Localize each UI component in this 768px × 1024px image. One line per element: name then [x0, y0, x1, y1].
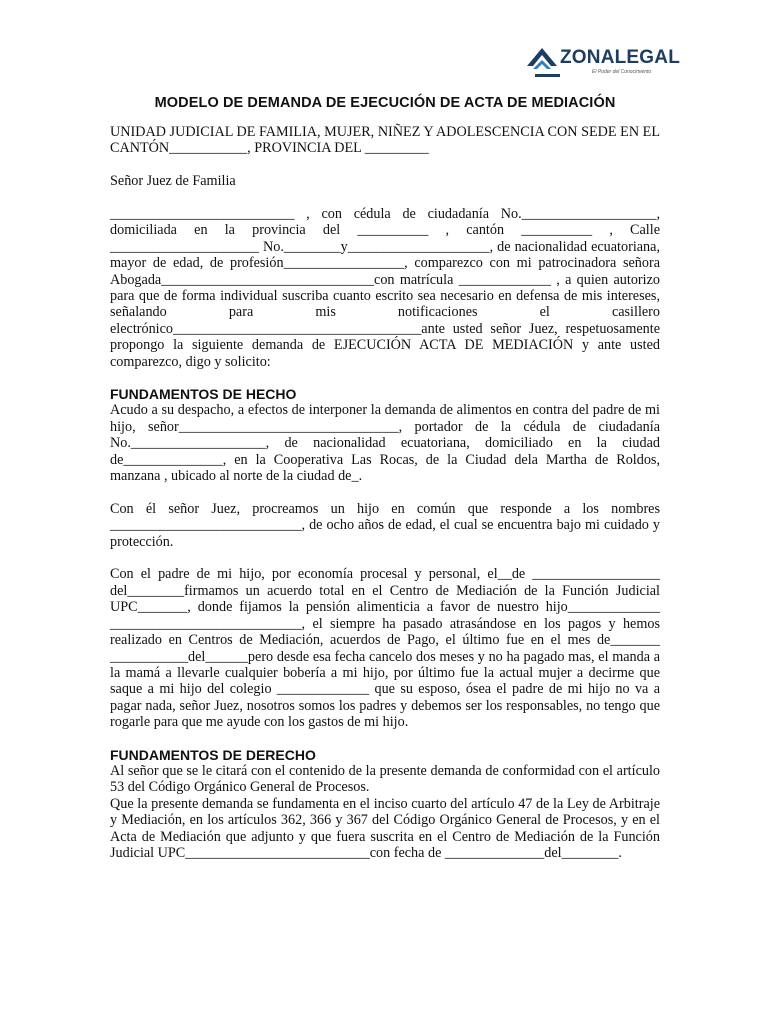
logo-name: ZONALEGAL [560, 47, 681, 68]
zonalegal-logo-icon [524, 44, 560, 80]
salutation: Señor Juez de Familia [110, 173, 236, 190]
hechos-paragraph-3: Con el padre de mi hijo, por economía procesal y personal, el__de __________________ del________firmamos un acuerdo total en el Centro de Mediación de la Función Judicial UPC_______, donde fijamos la pensión alimenticia a favor de nuestro hijo_____________ ___________________________, el siempre ha pasado atrasándose en los pagos y hemos realizado en Centros de Mediación, acuerdos de Pago, el último fue en el mes de_______ ___________del______pero desde esa fecha cancelo dos meses y no ha pagado mas, el manda a la mamá a llevarle cualquier bobería a mi hijo, por último fue la actual mujer a decirme que saque a mi hijo del colegio _____________ que su esposo, ósea el padre de mi hijo no va a pagar nada, señor Juez, nosotros somos los padres y debemos ser los responsables, no tengo que rogarle para que me ayude con los gastos de mi hijo. [110, 566, 660, 731]
section-heading-hechos: FUNDAMENTOS DE HECHO [110, 386, 297, 403]
derecho-paragraph-1: Al señor que se le citará con el contenido de la presente demanda de conformidad con el artículo 53 del Código Orgánico General de Procesos. [110, 762, 660, 796]
section-heading-derecho: FUNDAMENTOS DE DERECHO [110, 746, 316, 763]
document-body [110, 95, 660, 861]
document-title: MODELO DE DEMANDA DE EJECUCIÓN DE ACTA DE MEDIACIÓN [154, 95, 616, 111]
derecho-paragraph-2: Que la presente demanda se fundamenta en el inciso cuarto del artículo 47 de la Ley de Arbitraje y Mediación, en los artículos 362, 366 y 367 del Código Orgánico General de Procesos, y en el Acta de Mediación que adjunto y que fuera suscrita en el Centro de Mediación de la Función Judicial UPC__________________________con fecha de ______________del________. [110, 795, 660, 861]
intro-paragraph: __________________________ , con cédula de ciudadanía No.___________________, domiciliada en la provincia del __________ , cantón __________ , Calle _____________________ No.________y____________________, de nacionalidad ecuatoriana, mayor de edad, de profesión_________________, comparezco con mi patrocinadora señora Abogada______________________________con matrícula _____________ , a quien autorizo para que de forma individual suscriba cuanto escrito sea necesario en defensa de mis intereses, señalando para mis notificaciones el casillero electrónico___________________________________ante usted señor Juez, respetuosamente propongo la siguiente demanda de EJECUCIÓN ACTA DE MEDIACIÓN y ante usted comparezco, digo y solicito: [110, 206, 660, 370]
logo [524, 44, 714, 82]
hechos-paragraph-2: Con él señor Juez, procreamos un hijo en común que responde a los nombres ___________________________, de ocho años de edad, el cual se encuentra bajo mi cuidado y protección. [110, 500, 660, 550]
hechos-paragraph-1: Acudo a su despacho, a efectos de interponer la demanda de alimentos en contra del padre de mi hijo, señor_______________________________, portador de la cédula de ciudadanía No.___________________, de nacionalidad ecuatoriana, domiciliado en la ciudad de______________, en la Cooperativa Las Rocas, de la Ciudad dela Martha de Roldos, manzana , ubicado al norte de la ciudad de_. [110, 402, 660, 485]
logo-tagline: El Poder del Conocimiento [592, 69, 652, 75]
court-heading: UNIDAD JUDICIAL DE FAMILIA, MUJER, NIÑEZ Y ADOLESCENCIA CON SEDE EN EL CANTÓN___________, PROVINCIA DEL _________ [110, 124, 660, 157]
